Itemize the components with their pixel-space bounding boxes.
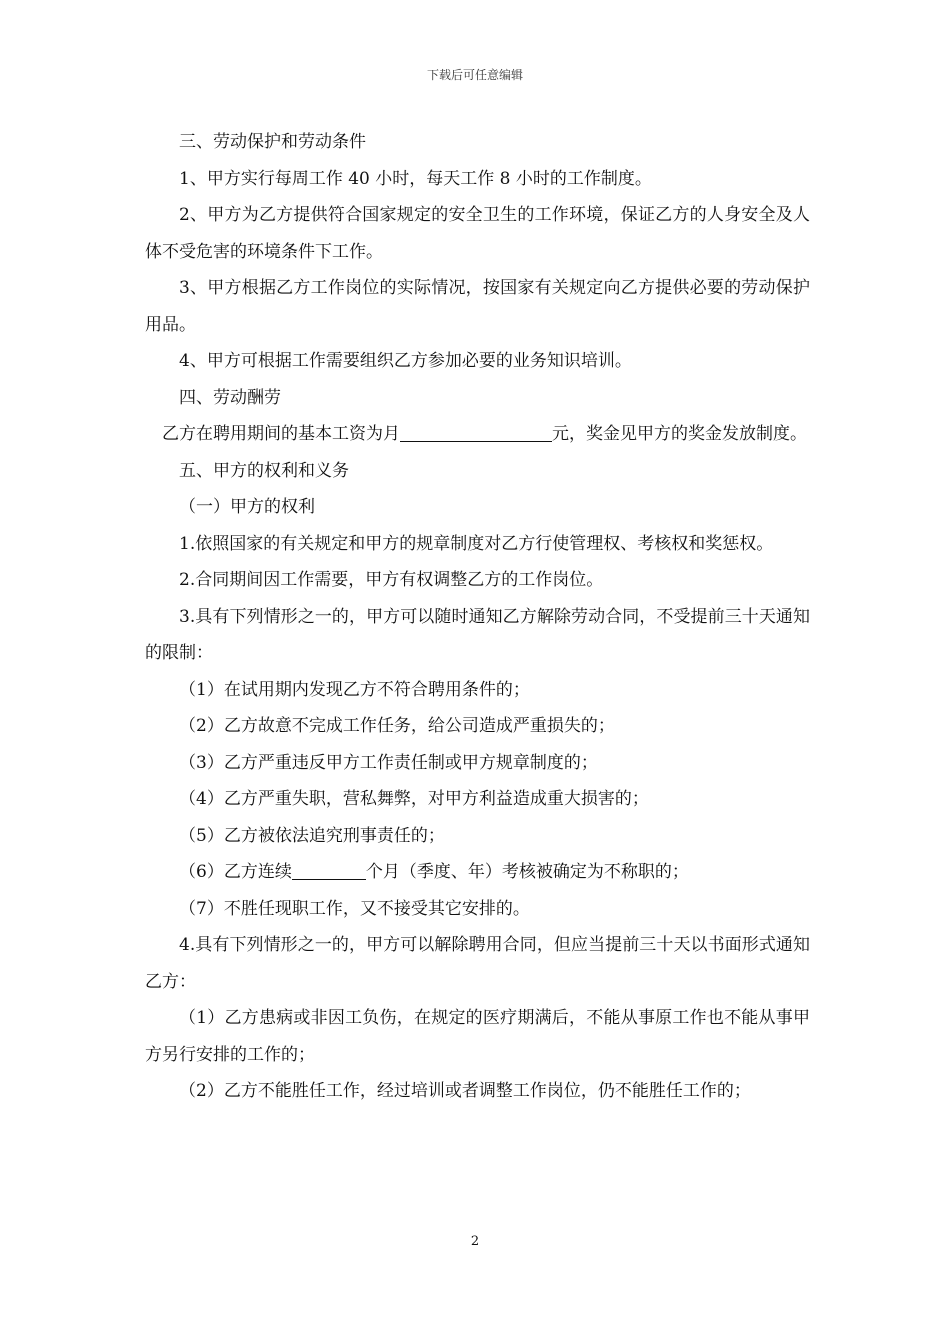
clause-3-4: 4、甲方可根据工作需要组织乙方参加必要的业务知识培训。: [179, 351, 632, 371]
termination-case-5: （5）乙方被依法追究刑事责任的；: [179, 825, 445, 846]
salary-blank-field: [400, 423, 552, 442]
notice-case-2: （2）乙方不能胜任工作，经过培训或者调整工作岗位，仍不能胜任工作的；: [179, 1081, 751, 1101]
notice-case-1: （1）乙方患病或非因工负伤，在规定的医疗期满后，不能从事原工作也不能从事甲方另行安排的工作的；: [145, 1008, 810, 1065]
section-heading-4: 四、劳动酬劳: [179, 387, 281, 408]
section-heading-3: 三、劳动保护和劳动条件: [179, 132, 366, 152]
termination-case-1: （1）在试用期内发现乙方不符合聘用条件的；: [179, 679, 530, 700]
page-number: 2: [470, 1234, 480, 1249]
subsection-heading-rights: （一）甲方的权利: [179, 497, 315, 517]
termination-case-4: （4）乙方严重失职，营私舞弊，对甲方利益造成重大损害的；: [179, 789, 649, 809]
section-heading-5: 五、甲方的权利和义务: [179, 460, 349, 481]
termination-case-3: （3）乙方严重违反甲方工作责任制或甲方规章制度的；: [179, 752, 598, 773]
termination-case-7: （7）不胜任现职工作，又不接受其它安排的。: [179, 898, 530, 919]
rights-item-3: 3.具有下列情形之一的，甲方可以随时通知乙方解除劳动合同，不受提前三十天通知的限制：: [145, 606, 810, 663]
salary-text-after: 元，奖金见甲方的奖金发放制度。: [552, 424, 807, 444]
months-blank-field: [292, 861, 366, 880]
termination-case-2: （2）乙方故意不完成工作任务，给公司造成严重损失的；: [179, 716, 615, 736]
clause-3-1: 1、甲方实行每周工作 40 小时，每天工作 8 小时的工作制度。: [179, 168, 652, 189]
rights-item-2: 2.合同期间因工作需要，甲方有权调整乙方的工作岗位。: [179, 570, 604, 590]
document-body: [145, 124, 810, 1110]
salary-clause: [145, 416, 810, 453]
clause-3-3: 3、甲方根据乙方工作岗位的实际情况，按国家有关规定向乙方提供必要的劳动保护用品。: [145, 278, 810, 335]
case6-text-before: （6）乙方连续: [179, 862, 292, 882]
clause-3-2: 2、甲方为乙方提供符合国家规定的安全卫生的工作环境，保证乙方的人身安全及人体不受危害的环境条件下工作。: [145, 205, 810, 262]
termination-case-6: [145, 854, 810, 891]
case6-text-after: 个月（季度、年）考核被确定为不称职的；: [365, 862, 689, 882]
rights-item-4: 4.具有下列情形之一的，甲方可以解除聘用合同，但应当提前三十天以书面形式通知乙方：: [145, 935, 810, 992]
salary-text-before: 乙方在聘用期间的基本工资为月: [162, 424, 400, 444]
rights-item-1: 1.依照国家的有关规定和甲方的规章制度对乙方行使管理权、考核权和奖惩权。: [179, 533, 774, 554]
page-header-note: 下载后可任意编辑: [426, 68, 523, 82]
